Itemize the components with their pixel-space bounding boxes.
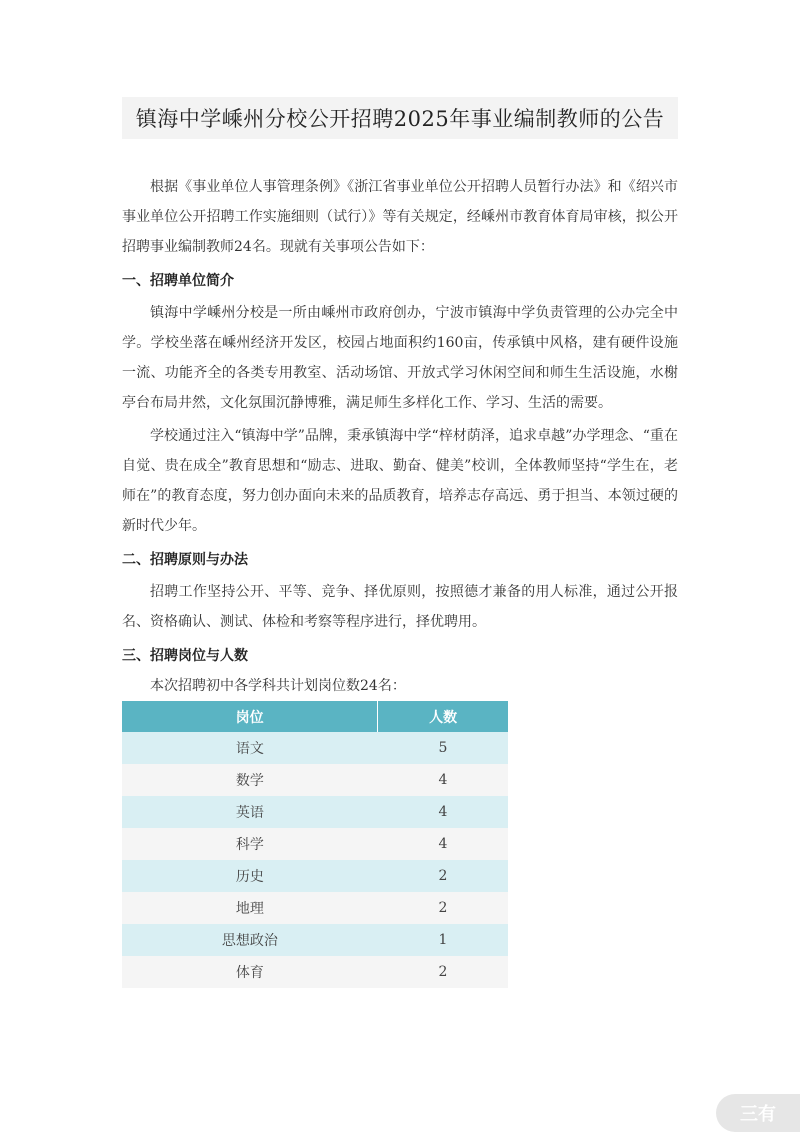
count-cell: 2 — [378, 892, 508, 924]
table-row — [122, 892, 508, 924]
document-body — [122, 172, 678, 988]
position-cell: 体育 — [122, 956, 378, 988]
position-cell: 英语 — [122, 796, 378, 828]
count-cell: 1 — [378, 924, 508, 956]
count-cell: 4 — [378, 796, 508, 828]
count-cell: 5 — [378, 732, 508, 764]
count-cell: 4 — [378, 764, 508, 796]
position-cell: 数学 — [122, 764, 378, 796]
table-row — [122, 732, 508, 764]
principles-paragraph: 招聘工作坚持公开、平等、竞争、择优原则，按照德才兼备的用人标准，通过公开报名、资格确认、测试、体检和考察等程序进行，择优聘用。 — [122, 584, 678, 630]
table-header-row — [122, 701, 508, 732]
count-cell: 4 — [378, 828, 508, 860]
table-row — [122, 764, 508, 796]
table-row — [122, 796, 508, 828]
section-heading-positions: 三、招聘岗位与人数 — [122, 648, 248, 664]
count-cell: 2 — [378, 860, 508, 892]
page-title: 镇海中学嵊州分校公开招聘2025年事业编制教师的公告 — [135, 107, 665, 131]
section-heading-principles: 二、招聘原则与办法 — [122, 552, 248, 568]
position-cell: 语文 — [122, 732, 378, 764]
unit-intro-paragraph-2: 学校通过注入“镇海中学”品牌，秉承镇海中学“梓材荫泽，追求卓越”办学理念、“重在自觉、贵在成全”教育思想和“励志、进取、勤奋、健美”校训，全体教师坚持“学生在，老师在”的教育态度，努力创办面向未来的品质教育，培养志存高远、勇于担当、本领过硬的新时代少年。 — [122, 428, 678, 534]
header-position: 岗位 — [122, 701, 378, 732]
table-row — [122, 924, 508, 956]
intro-paragraph: 根据《事业单位人事管理条例》《浙江省事业单位公开招聘人员暂行办法》和《绍兴市事业单位公开招聘工作实施细则（试行）》等有关规定，经嵊州市教育体育局审核，拟公开招聘事业编制教师24名。现就有关事项公告如下： — [122, 179, 678, 255]
title-banner — [122, 97, 678, 139]
header-count: 人数 — [378, 701, 508, 732]
unit-intro-paragraph-1: 镇海中学嵊州分校是一所由嵊州市政府创办，宁波市镇海中学负责管理的公办完全中学。学校坐落在嵊州经济开发区，校园占地面积约160亩，传承镇中风格，建有硬件设施一流、功能齐全的各类专用教室、活动场馆、开放式学习休闲空间和师生生活设施，水榭亭台布局井然，文化氛围沉静博雅，满足师生多样化工作、学习、生活的需要。 — [122, 305, 678, 411]
table-intro: 本次招聘初中各学科共计划岗位数24名： — [150, 678, 406, 694]
position-cell: 地理 — [122, 892, 378, 924]
position-cell: 科学 — [122, 828, 378, 860]
table-row — [122, 860, 508, 892]
table-row — [122, 828, 508, 860]
position-cell: 历史 — [122, 860, 378, 892]
position-cell: 思想政治 — [122, 924, 378, 956]
positions-table — [122, 701, 508, 988]
section-heading-unit-intro: 一、招聘单位简介 — [122, 273, 234, 289]
count-cell: 2 — [378, 956, 508, 988]
watermark-logo: 三有 — [716, 1094, 800, 1132]
table-row — [122, 956, 508, 988]
